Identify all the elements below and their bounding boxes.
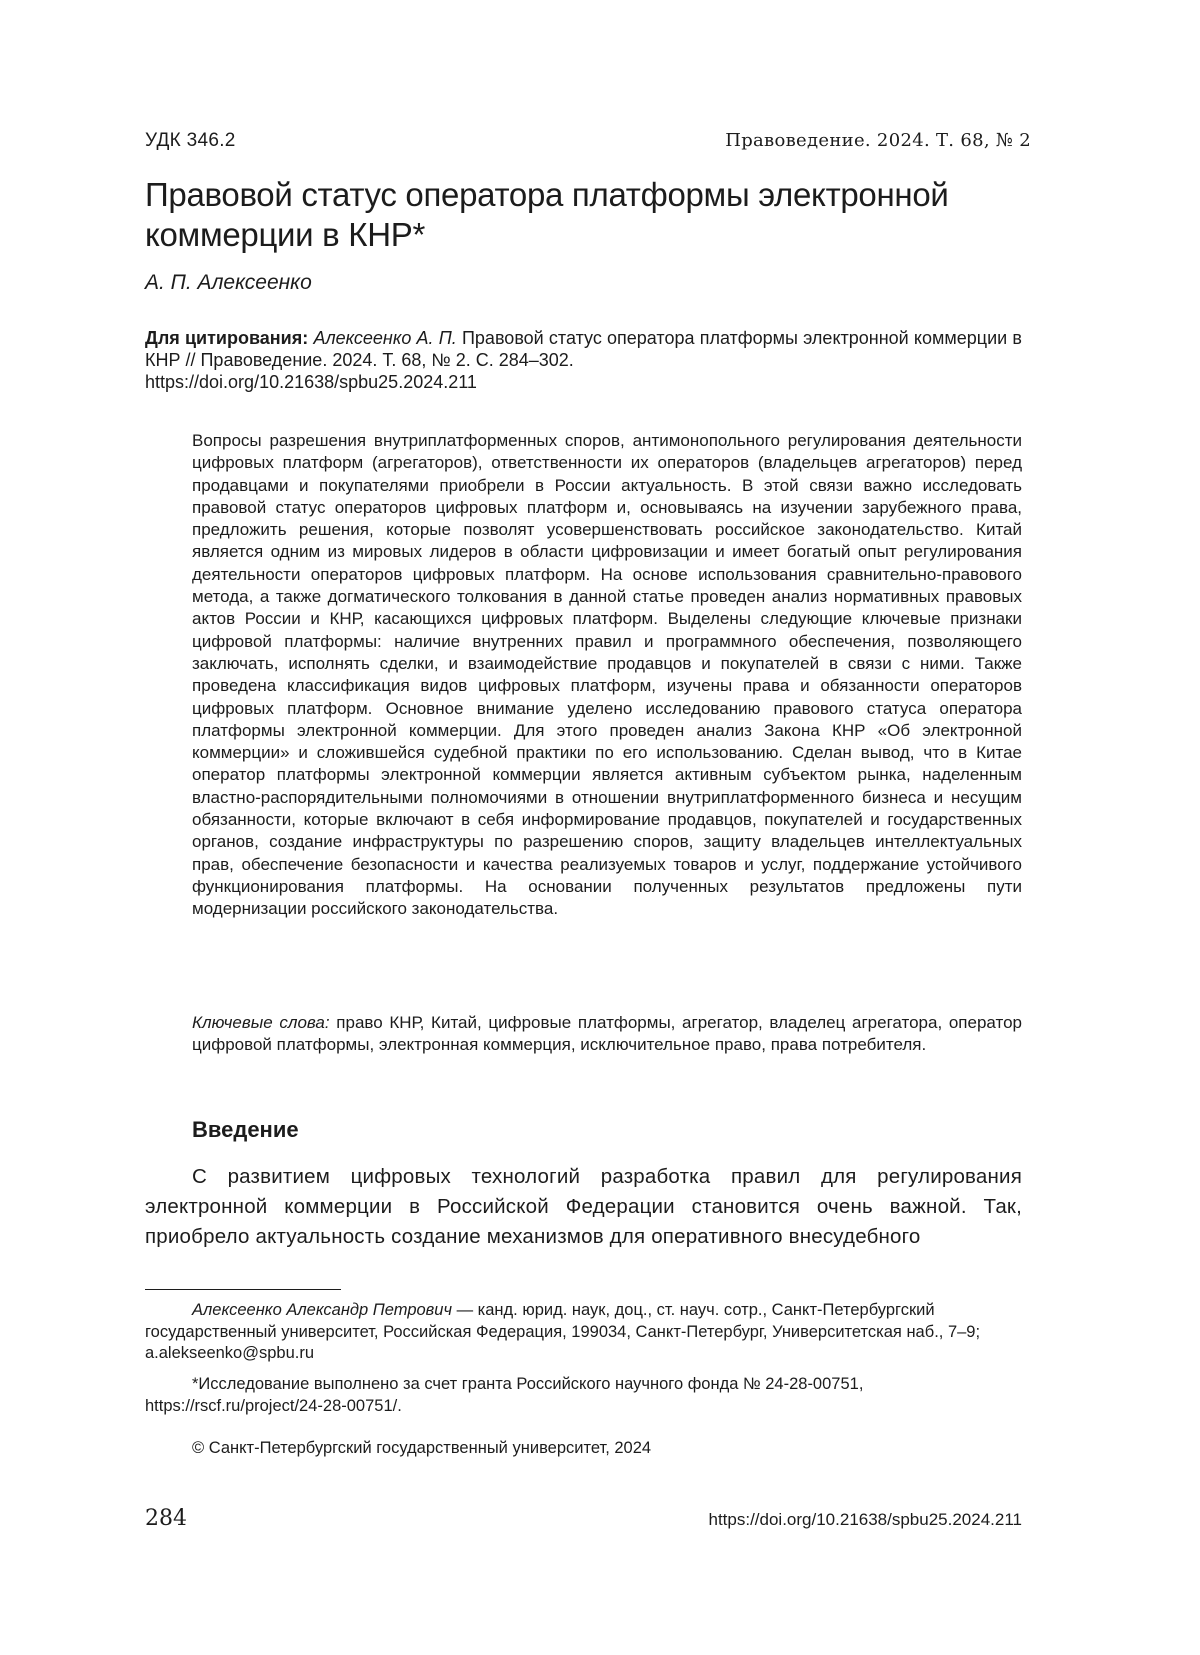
- journal-reference: Правоведение. 2024. Т. 68, № 2: [725, 130, 1031, 151]
- citation-doi-link[interactable]: https://doi.org/10.21638/spbu25.2024.211: [145, 372, 477, 392]
- keywords-label: Ключевые слова:: [192, 1013, 330, 1032]
- citation-block: [145, 327, 1022, 393]
- footnote-author-details: — канд. юрид. наук, доц., ст. науч. сотр., Санкт-Петербургский государственный университет, Российская Федерация, 199034, Санкт-Петербург, Университетская наб., 7–9; a.alekseenko@spbu.ru: [145, 1301, 981, 1362]
- abstract-text: Вопросы разрешения внутриплатформенных споров, антимонопольного регулирования деятельности цифровых платформ (агрегаторов), ответственности их операторов (владельцев агрегаторов) перед продавцами и покупателями приобрели в России актуальность. В этой связи важно исследовать правовой статус операторов цифровых платформ и, основываясь на изучении зарубежного права, предложить решения, которые позволят усовершенствовать российское законодательство. Китай является одним из мировых лидеров в области цифровизации и имеет богатый опыт регулирования деятельности операторов цифровых платформ. На основе использования сравнительно-правового метода, а также догматического толкования в данной статье проведен анализ нормативных правовых актов России и КНР, касающихся цифровых платформ. Выделены следующие ключевые признаки цифровой платформы: наличие внутренних правил и программного обеспечения, позволяющего заключать, исполнять сделки, и взаимодействие продавцов и покупателей в связи с ними. Также проведена классификация видов цифровых платформ, изучены права и обязанности операторов цифровых платформ. Основное внимание уделено исследованию правового статуса оператора платформы электронной коммерции. Для этого проведен анализ Закона КНР «Об электронной коммерции» и сложившейся судебной практики по его использованию. Сделан вывод, что в Китае оператор платформы электронной коммерции является активным субъектом рынка, наделенным властно-распорядительными полномочиями в отношении внутриплатформенного бизнеса и несущим обязанности, которые включают в себя информирование продавцов, покупателей и государственных органов, создание инфраструктуры по разрешению споров, защиту владельцев интеллектуальных прав, обеспечение безопасности и качества реализуемых товаров и услуг, поддержание устойчивого функционирования платформы. На основании полученных результатов предложены пути модернизации российского законодательства.: [192, 431, 1022, 919]
- introduction-paragraph: С развитием цифровых технологий разработка правил для регулирования электронной коммерции в Российской Федерации становится очень важной. Так, приобрело актуальность создание механизмов для оперативного внесудебного: [145, 1165, 1022, 1248]
- footnote-grant: *Исследование выполнено за счет гранта Российского научного фонда № 24-28-00751, https://rscf.ru/project/24-28-00751/.: [145, 1375, 864, 1415]
- keywords-block: [192, 1012, 1022, 1057]
- citation-author: Алексеенко А. П.: [313, 328, 457, 348]
- footnote-author-name: Алексеенко Александр Петрович: [192, 1301, 452, 1319]
- keywords-list: право КНР, Китай, цифровые платформы, агрегатор, владелец агрегатора, оператор цифровой платформы, электронная коммерция, исключительное право, права потребителя.: [192, 1013, 1022, 1055]
- footnote-author-info: [145, 1300, 1022, 1365]
- citation-label: Для цитирования:: [145, 328, 309, 348]
- article-title: Правовой статус оператора платформы электронной коммерции в КНР*: [145, 176, 949, 253]
- copyright-notice: © Санкт-Петербургский государственный университет, 2024: [192, 1439, 652, 1457]
- udk-code: УДК 346.2: [145, 130, 236, 151]
- citation-text: Правовой статус оператора платформы электронной коммерции в КНР // Правоведение. 2024. Т. 68, № 2. С. 284–302.: [145, 328, 1022, 370]
- footer-doi-link[interactable]: https://doi.org/10.21638/spbu25.2024.211: [708, 1510, 1022, 1529]
- footnote-divider: [145, 1289, 341, 1290]
- article-author: А. П. Алексеенко: [145, 271, 312, 294]
- page-number: 284: [145, 1506, 187, 1531]
- section-heading-introduction: Введение: [192, 1117, 299, 1142]
